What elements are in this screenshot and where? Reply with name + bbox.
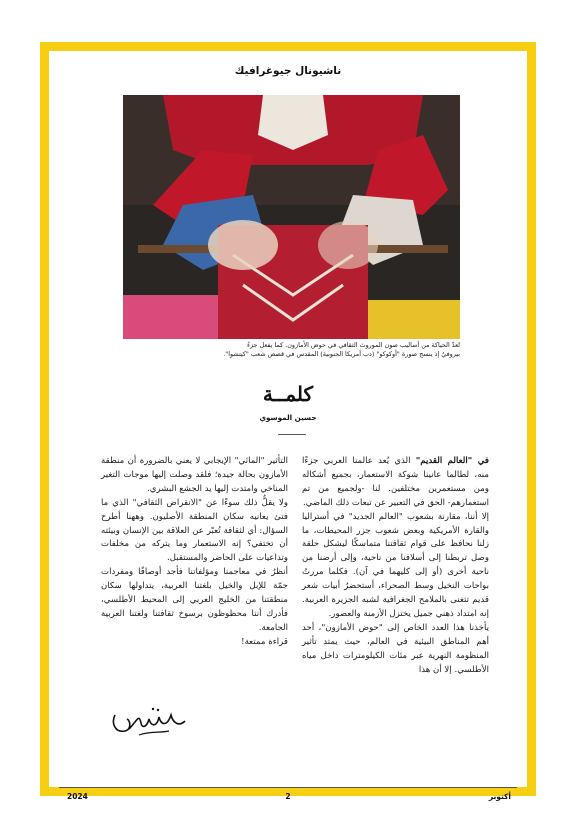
footer-year: 2024 xyxy=(67,792,88,801)
footer-divider xyxy=(59,787,517,788)
paragraph: إلا أننا، مقارنة بشعوب "العالم الجديد" في أستراليا والقارة الأمريكية وبعض شعوب جزر المحيطات، ما زلنا نحافظ على قوام ثقافتنا متماسكًا ليشكل حلقة وصل تربطنا إلى أسلافنا من ناحية، وإلى أرضنا من ناحية أخرى (أو إلى كليهما في آن). فكلما مررتُ بواحات النخيل وسط الصحراء، أستحضرُ أبيات شعر قديم تتغنى بالملامح الجغرافية لشبه الجزيرة العربية. إنه امتداد ذهني جميل يختزل الأزمنة والعصور. xyxy=(302,511,489,619)
article-column-left xyxy=(101,455,288,650)
article-title: كلمــة xyxy=(262,382,314,406)
article-column-right xyxy=(302,455,489,678)
paragraph: التأثير "المائي" الإيجابي لا يعني بالضرورة أن منطقة الأمازون بحالة جيدة؛ فلقد وصلت إليها موجات التغير المناخي وامتدت إليها يد الجشع البشري. xyxy=(101,456,288,494)
lead-phrase: في "العالم القديم" xyxy=(415,456,489,466)
masthead: ناشيونال جيوغرافيك xyxy=(234,65,342,77)
paragraph: أنظرُ في معاجمنا ومؤلفاتنا فأجد أوصافًا ومفردات جمّة للإبل والخيل بلغتنا العربية، يتداولها سكان منطقتنا من الخليج العربي إلى المحيط الأطلسي، فأدرك أننا محظوظون برسوخ ثقافتنا ولغتنا العربية الجامعة. xyxy=(101,567,288,633)
paragraph xyxy=(302,455,489,511)
caption-line-1: تُعدّ الحياكة من أساليب صون الموروث الثقافي في حوض الأمازون. كما يفعل جزءٌ xyxy=(247,341,460,349)
paragraph-text: الذي يُعد عالمنا العربي جزءًا منه، لطالما عانينا شوكة الاستعمار، بجميع أشكاله ومن مستعمرين مختلفين. لنا -ولجميع من تم استعمارهم- الحق في التعبير عن تبعات ذلك الماضي. xyxy=(302,456,489,508)
footer-month: أكتوبر xyxy=(488,792,511,801)
paragraph: ولا يقلُّ ذلك سوءًا عن "الانقراض الثقافي" الذي ما فتئ يعانيه سكان المنطقة الأصليون. وههنا أطرح السؤال: أي لثقافة تُعبّر عن العلاقة بين الإنسان وبيئته أن تختفي؟ إنه الاستعمار وما يتركه من مخلفات وتداعيات على الحاضر والمستقبل. xyxy=(101,497,288,564)
sign-off: قراءة ممتعة! xyxy=(241,636,288,647)
paragraph: يأخذنا هذا العدد الخاص إلى "حوض الأمازون"، أحد أهم المناطق البيئية في العالم، حيث يمتد تأثير المنظومة النهرية عبر مئات الكيلومترات داخل مياه الأطلسي. إلا أن هذا xyxy=(302,622,489,675)
article-photo xyxy=(123,95,460,339)
caption-line-2: بيروفيٌ إذ ينسج صورة "أوكوكو" (دب أمريكا الجنوبية) المقدس في قصص شعب "كيتشوا". xyxy=(223,349,460,358)
author-divider xyxy=(278,434,306,435)
signature xyxy=(109,701,189,739)
page-frame xyxy=(40,42,536,801)
page-number: 2 xyxy=(285,792,291,801)
article-author: حسين الموسوي xyxy=(259,413,317,422)
photo-caption xyxy=(123,341,460,359)
